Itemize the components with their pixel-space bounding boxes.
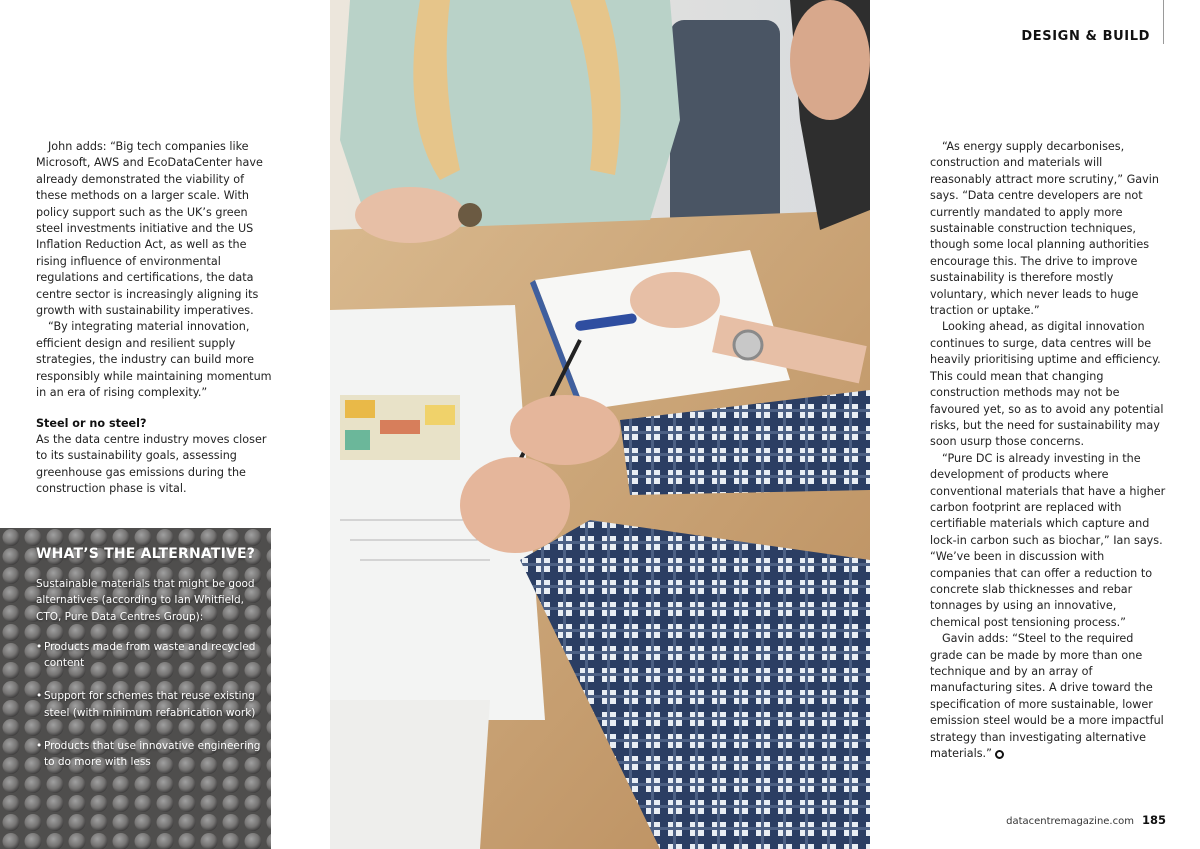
sidebar-intro: Sustainable materials that might be good alternatives (according to Ian Whitfield, CTO, Pure Data Centres Group): [36, 578, 255, 623]
body-paragraph: “By integrating material innovation, efficient design and resilient supply strategies, the industry can build more responsibly while maintaining momentum in an era of rising complexity.” [36, 320, 272, 400]
final-paragraph-text: Gavin adds: “Steel to the required grade can be made by more than one technique and by an array of manufacturing sites. A drive toward the specification of more sustainable, lower emission steel would be a more impactful strategy than investigating alternative materials.” [930, 632, 1164, 761]
meeting-photo-illustration [330, 0, 870, 849]
sidebar-content [36, 546, 261, 788]
body-paragraph-final [930, 631, 1166, 762]
header-divider [1163, 0, 1164, 44]
list-item: • Support for schemes that reuse existing steel (with minimum refabrication work) [36, 688, 261, 721]
sidebar-list [36, 639, 261, 771]
body-paragraph: John adds: “Big tech companies like Microsoft, AWS and EcoDataCenter have already demonstrated the viability of these methods on a larger scale. With policy support such as the UK’s green steel investments initiative and the US Inflation Reduction Act, as well as the rising influence of environmental regulations and certifications, the data centre sector is increasingly aligning its growth with sustainability imperatives. [36, 140, 263, 318]
page-footer [1006, 813, 1166, 827]
sidebar-box [0, 528, 271, 849]
list-item: • Products that use innovative engineering to do more with less [36, 738, 261, 771]
end-of-article-icon [995, 750, 1004, 759]
website-url[interactable]: datacentremagazine.com [1006, 816, 1134, 827]
left-column [36, 139, 276, 498]
sidebar-title: WHAT’S THE ALTERNATIVE? [36, 546, 256, 562]
article-photo [330, 0, 870, 849]
body-paragraph: Looking ahead, as digital innovation continues to surge, data centres will be heavily prioritising uptime and efficiency. This could mean that changing construction methods may not be favoured yet, so as to avoid any potential risks, but the need for sustainability may soon usurp those concerns. [930, 320, 1164, 449]
subheading: Steel or no steel? [36, 416, 147, 430]
body-paragraph: “As energy supply decarbonises, construction and materials will reasonably attract more scrutiny,” Gavin says. “Data centre developers are not currently mandated to apply more sustainable construction techniques, though some local planning authorities encourage this. The drive to improve sustainability is therefore mostly voluntary, which never leads to huge traction or uptake.” [930, 140, 1159, 318]
page-number: 185 [1141, 813, 1166, 827]
body-paragraph: “Pure DC is already investing in the development of products where conventional materials that have a higher carbon footprint are replaced with certifiable materials which capture and lock-in carbon such as biochar,” Ian says. “We’ve been in discussion with companies that can offer a reduction to concrete slab thicknesses and rebar tonnages by using an innovative, chemical post tensioning process.” [930, 451, 1166, 629]
body-paragraph: As the data centre industry moves closer to its sustainability goals, assessing greenhouse gas emissions during the construction phase is vital. [36, 432, 267, 496]
right-column [930, 139, 1166, 762]
list-item: • Products made from waste and recycled content [36, 639, 261, 672]
section-label: DESIGN & BUILD [1021, 29, 1150, 44]
